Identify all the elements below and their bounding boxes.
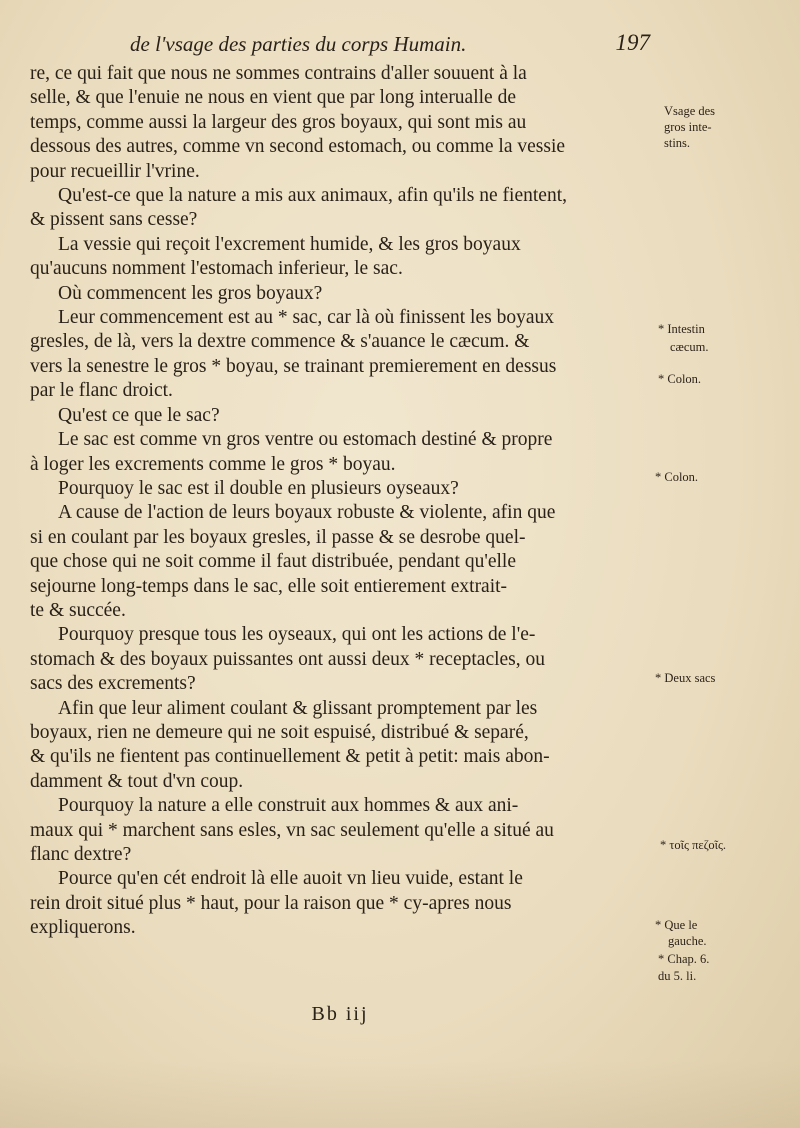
body-text [30, 62, 650, 941]
running-title: de l'vsage des parties du corps Humain. [130, 32, 467, 56]
text-line: Pource qu'en cét endroit là elle auoit vn lieu vuide, estant le [58, 868, 523, 890]
page-footer [30, 1003, 650, 1026]
text-line: rein droit situé plus * haut, pour la raison que * cy-apres nous [30, 892, 512, 914]
margin-note: Vsage des [664, 104, 716, 118]
text-line: Afin que leur aliment coulant & glissant promptement par les [58, 697, 538, 719]
text-line: expliquerons. [30, 917, 136, 939]
page-number: 197 [615, 30, 650, 55]
text-line: A cause de l'action de leurs boyaux robuste & violente, afin que [58, 502, 556, 524]
margin-note: du 5. li. [658, 969, 697, 983]
text-line: que chose qui ne soit comme il faut distribuée, pendant qu'elle [30, 551, 517, 573]
text-line: Pourquoy le sac est il double en plusieurs oyseaux? [58, 477, 459, 499]
margin-note: gros inte- [664, 120, 712, 134]
text-line: Leur commencement est au * sac, car là où finissent les boyaux [58, 307, 554, 329]
text-line: à loger les excrements comme le gros * boyau. [30, 453, 396, 475]
page-header [130, 30, 650, 64]
margin-note: * Chap. 6. [658, 952, 710, 966]
text-line: par le flanc droict. [30, 380, 173, 402]
margin-note: * Colon. [655, 470, 699, 484]
text-line: Pourquoy presque tous les oyseaux, qui ont les actions de l'e- [58, 624, 536, 646]
text-line: Qu'est ce que le sac? [58, 404, 220, 426]
text-line: gresles, de là, vers la dextre commence & s'auance le cæcum. & [30, 331, 530, 353]
text-line: stomach & des boyaux puissantes ont aussi deux * receptacles, ou [30, 648, 546, 670]
paper-edge-shadow [0, 1060, 800, 1128]
text-line: Le sac est comme vn gros ventre ou estomach destiné & propre [58, 429, 553, 451]
text-line: & pissent sans cesse? [30, 209, 198, 231]
margin-note: * Que le [655, 918, 698, 932]
text-line: re, ce qui fait que nous ne sommes contrains d'aller souuent à la [30, 63, 527, 84]
margin-note: * Intestin [658, 322, 705, 336]
margin-note: stins. [664, 136, 691, 150]
text-line: temps, comme aussi la largeur des gros boyaux, qui sont mis au [30, 111, 527, 133]
margin-note: * Deux sacs [655, 671, 716, 685]
text-line: maux qui * marchent sans esles, vn sac seulement qu'elle a situé au [30, 819, 554, 841]
text-line: damment & tout d'vn coup. [30, 770, 244, 792]
text-line: vers la senestre le gros * boyau, se trainant premierement en dessus [30, 355, 557, 377]
text-line: Qu'est-ce que la nature a mis aux animaux, afin qu'ils ne fientent, [58, 185, 567, 207]
text-line: si en coulant par les boyaux gresles, il passe & se desrobe quel- [30, 526, 526, 548]
text-line: selle, & que l'enuie ne nous en vient que par long interualle de [30, 87, 516, 109]
margin-note: * Colon. [658, 372, 702, 386]
text-line: te & succée. [30, 599, 126, 621]
text-line: & qu'ils ne fientent pas continuellement & petit à petit: mais abon- [30, 746, 550, 768]
text-line: boyaux, rien ne demeure qui ne soit espuisé, distribué & separé, [30, 721, 529, 743]
text-line: Pourquoy la nature a elle construit aux hommes & aux ani- [58, 795, 519, 817]
text-line: qu'aucuns nomment l'estomach inferieur, le sac. [30, 258, 403, 280]
margin-note: gauche. [668, 934, 707, 948]
text-line: pour recueillir l'vrine. [30, 160, 200, 182]
margin-note: cæcum. [670, 340, 709, 354]
text-line: La vessie qui reçoit l'excrement humide, & les gros boyaux [58, 233, 521, 255]
margin-note: * τοῖς πεζοῖς. [660, 838, 727, 852]
text-line: flanc dextre? [30, 844, 132, 865]
text-line: dessous des autres, comme vn second estomach, ou comme la vessie [30, 136, 566, 158]
text-line: sacs des excrements? [30, 673, 196, 695]
text-line: Où commencent les gros boyaux? [58, 282, 323, 304]
signature-mark: Bb iij [311, 1003, 369, 1025]
text-line: sejourne long-temps dans le sac, elle soit entierement extrait- [30, 575, 508, 597]
